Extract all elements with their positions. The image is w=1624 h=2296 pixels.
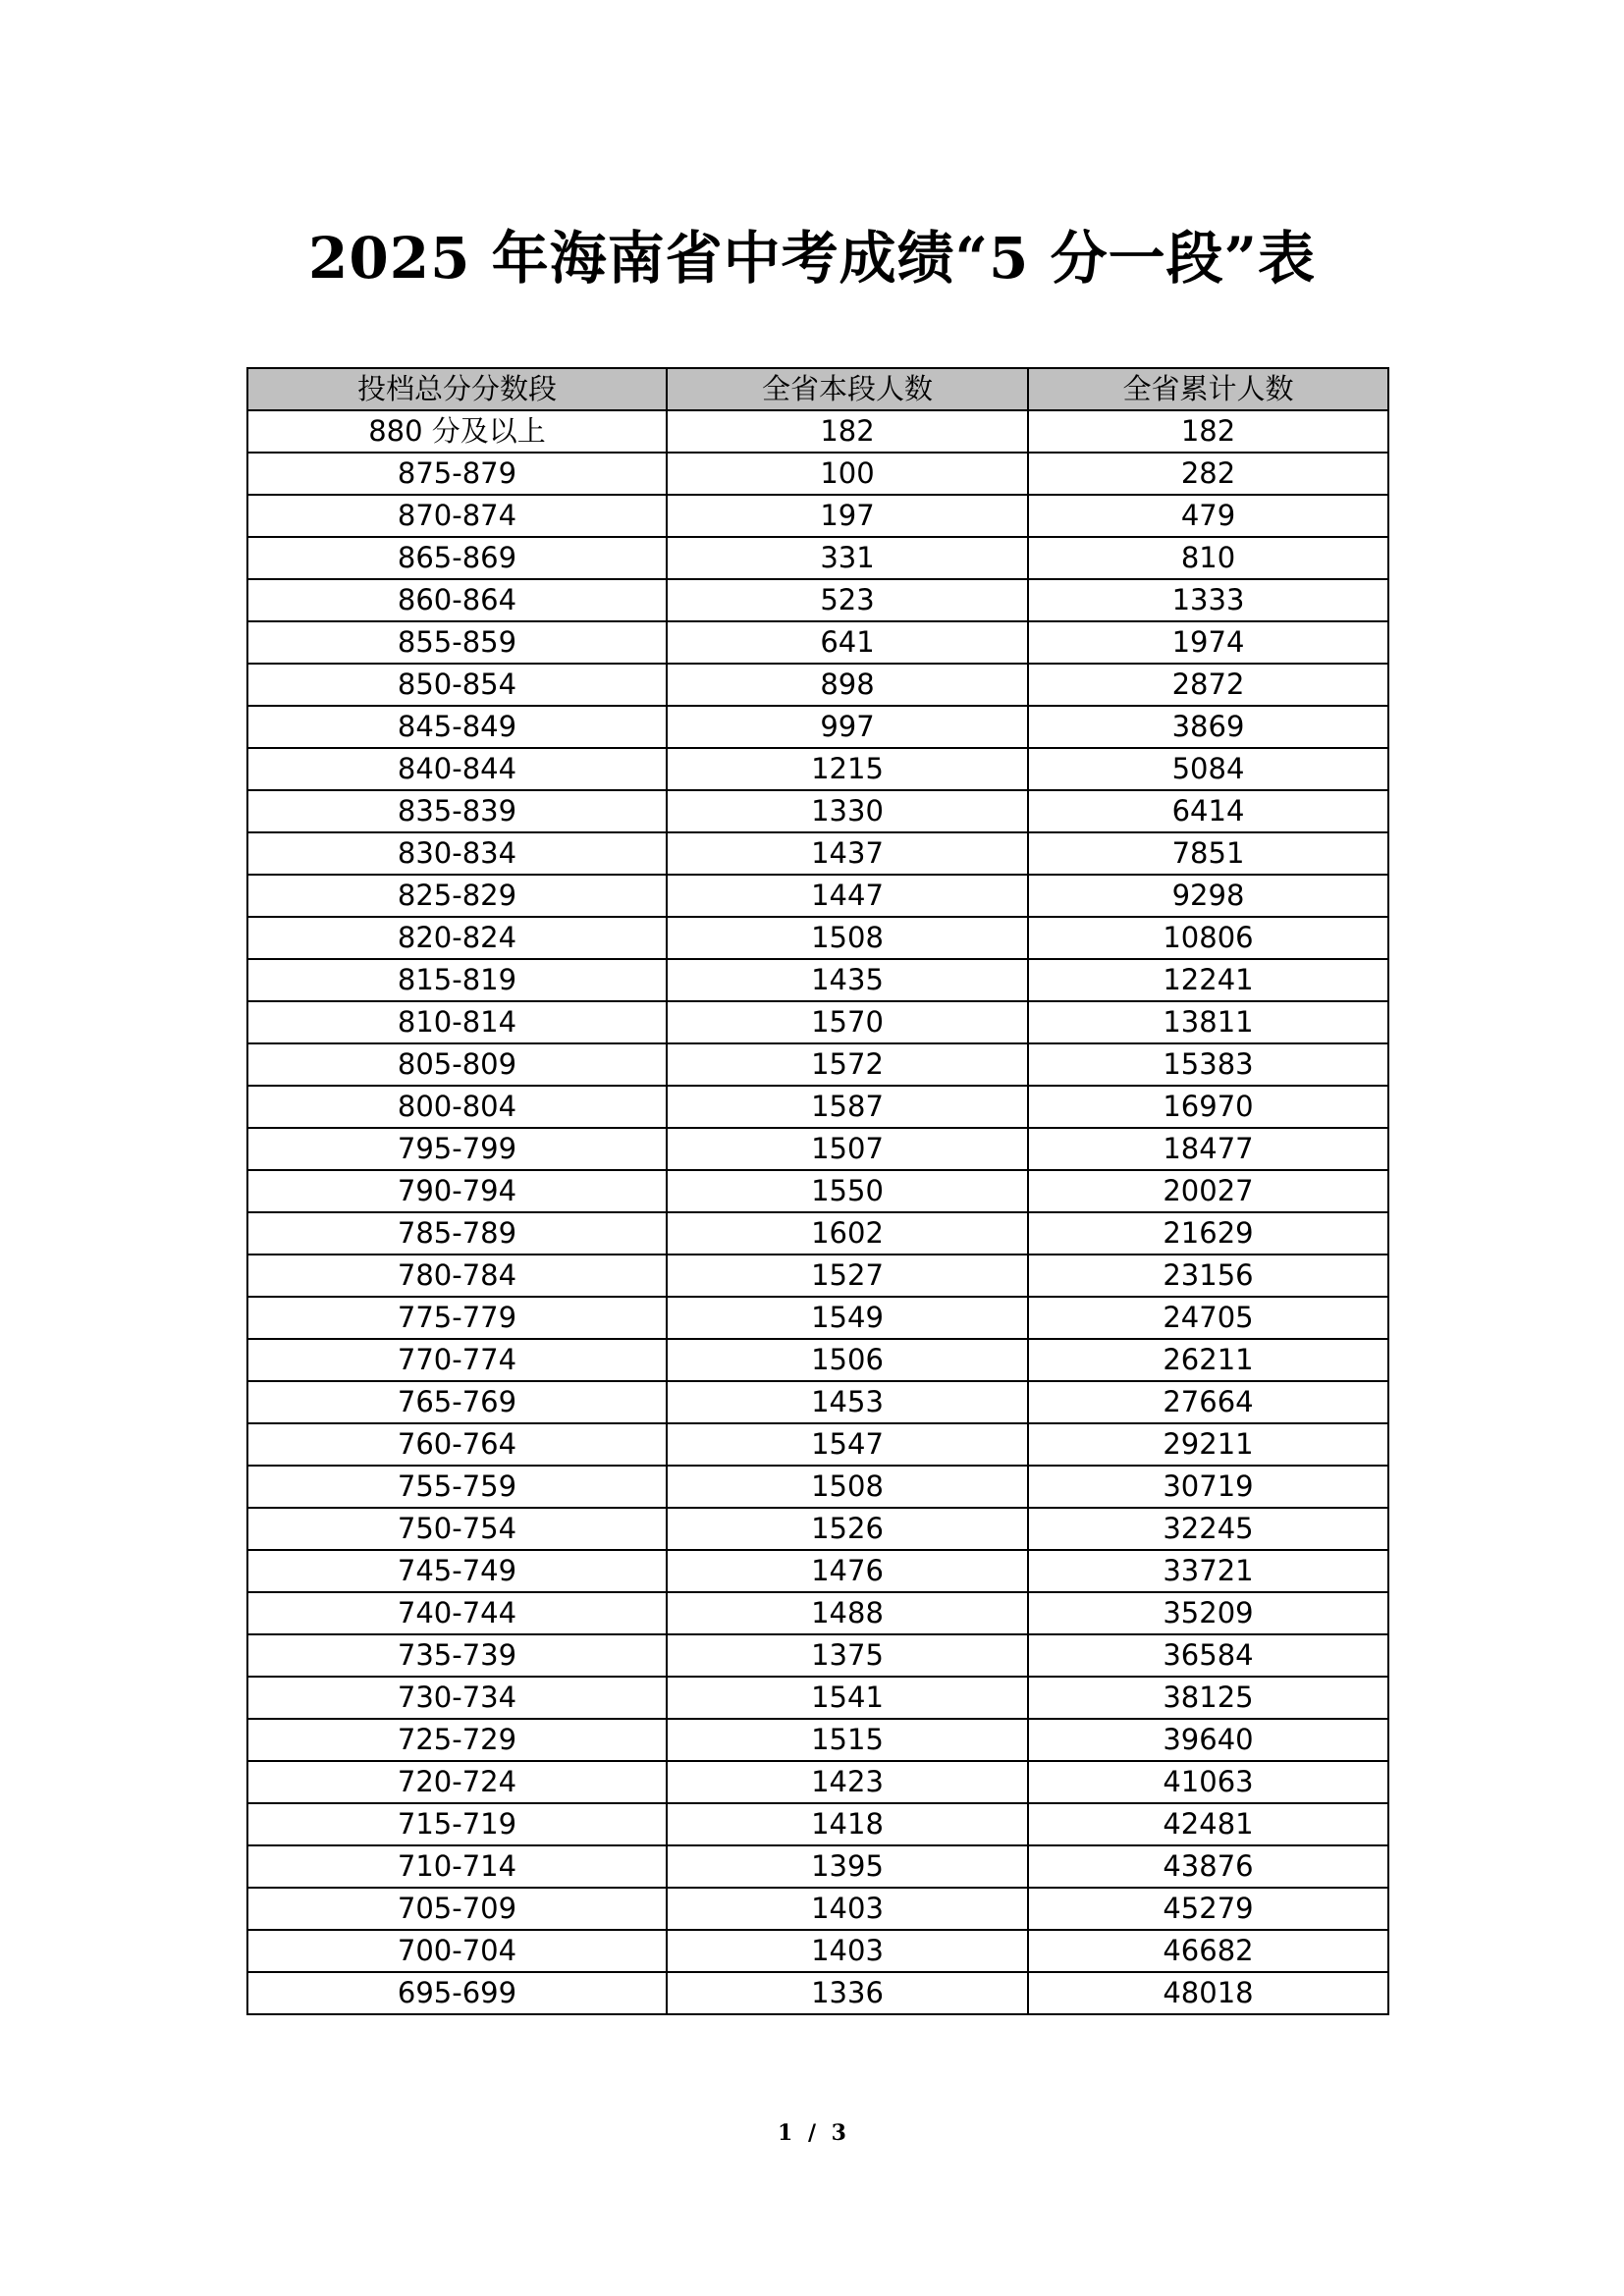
cell-score-range: 760-764	[247, 1423, 667, 1466]
table-row	[247, 1255, 1388, 1297]
table-row	[247, 1339, 1388, 1381]
cell-segment-count: 1549	[667, 1297, 1028, 1339]
cell-cumulative-count: 6414	[1028, 790, 1388, 832]
page-title: 2025 年海南省中考成绩“5 分一段”表	[308, 225, 1316, 292]
cell-score-range: 740-744	[247, 1592, 667, 1634]
cell-segment-count: 1515	[667, 1719, 1028, 1761]
cell-segment-count: 1572	[667, 1043, 1028, 1086]
table-row	[247, 1508, 1388, 1550]
cell-cumulative-count: 13811	[1028, 1001, 1388, 1043]
cell-segment-count: 1330	[667, 790, 1028, 832]
table-row	[247, 1086, 1388, 1128]
table-row	[247, 917, 1388, 959]
cell-segment-count: 1403	[667, 1888, 1028, 1930]
cell-cumulative-count: 26211	[1028, 1339, 1388, 1381]
cell-segment-count: 1526	[667, 1508, 1028, 1550]
cell-segment-count: 1453	[667, 1381, 1028, 1423]
table-row	[247, 875, 1388, 917]
cell-score-range: 830-834	[247, 832, 667, 875]
table-row	[247, 832, 1388, 875]
table-row	[247, 410, 1388, 453]
cell-score-range: 745-749	[247, 1550, 667, 1592]
cell-segment-count: 997	[667, 706, 1028, 748]
cell-segment-count: 1476	[667, 1550, 1028, 1592]
table-row	[247, 1170, 1388, 1212]
table-row	[247, 537, 1388, 579]
cell-score-range: 700-704	[247, 1930, 667, 1972]
cell-score-range: 850-854	[247, 664, 667, 706]
cell-score-range: 820-824	[247, 917, 667, 959]
cell-segment-count: 1488	[667, 1592, 1028, 1634]
cell-cumulative-count: 24705	[1028, 1297, 1388, 1339]
cell-segment-count: 1508	[667, 1466, 1028, 1508]
cell-score-range: 710-714	[247, 1845, 667, 1888]
table-row	[247, 1930, 1388, 1972]
cell-segment-count: 641	[667, 621, 1028, 664]
cell-cumulative-count: 18477	[1028, 1128, 1388, 1170]
cell-cumulative-count: 2872	[1028, 664, 1388, 706]
table-row	[247, 959, 1388, 1001]
cell-cumulative-count: 30719	[1028, 1466, 1388, 1508]
table-row	[247, 790, 1388, 832]
cell-segment-count: 1507	[667, 1128, 1028, 1170]
cell-score-range: 765-769	[247, 1381, 667, 1423]
cell-cumulative-count: 7851	[1028, 832, 1388, 875]
cell-score-range: 705-709	[247, 1888, 667, 1930]
cell-cumulative-count: 9298	[1028, 875, 1388, 917]
page-number: 1 / 3	[778, 2120, 846, 2146]
table-row	[247, 1845, 1388, 1888]
cell-segment-count: 1403	[667, 1930, 1028, 1972]
cell-segment-count: 1215	[667, 748, 1028, 790]
cell-score-range: 835-839	[247, 790, 667, 832]
cell-cumulative-count: 43876	[1028, 1845, 1388, 1888]
table-row	[247, 453, 1388, 495]
cell-cumulative-count: 479	[1028, 495, 1388, 537]
cell-segment-count: 1508	[667, 917, 1028, 959]
score-distribution-table	[246, 367, 1389, 2015]
cell-score-range: 865-869	[247, 537, 667, 579]
cell-score-range: 855-859	[247, 621, 667, 664]
table-row	[247, 1212, 1388, 1255]
cell-segment-count: 1336	[667, 1972, 1028, 2014]
table-row	[247, 1001, 1388, 1043]
table-row	[247, 1423, 1388, 1466]
cell-segment-count: 1527	[667, 1255, 1028, 1297]
cell-score-range: 770-774	[247, 1339, 667, 1381]
header-segment-count: 全省本段人数	[667, 368, 1028, 410]
cell-score-range: 735-739	[247, 1634, 667, 1677]
cell-segment-count: 100	[667, 453, 1028, 495]
cell-segment-count: 1437	[667, 832, 1028, 875]
cell-segment-count: 1602	[667, 1212, 1028, 1255]
cell-segment-count: 1418	[667, 1803, 1028, 1845]
cell-score-range: 795-799	[247, 1128, 667, 1170]
cell-score-range: 860-864	[247, 579, 667, 621]
table-row	[247, 1719, 1388, 1761]
table-row	[247, 1297, 1388, 1339]
cell-cumulative-count: 16970	[1028, 1086, 1388, 1128]
cell-segment-count: 523	[667, 579, 1028, 621]
table-row	[247, 1972, 1388, 2014]
cell-segment-count: 1423	[667, 1761, 1028, 1803]
cell-cumulative-count: 39640	[1028, 1719, 1388, 1761]
cell-score-range: 840-844	[247, 748, 667, 790]
cell-cumulative-count: 1974	[1028, 621, 1388, 664]
cell-cumulative-count: 12241	[1028, 959, 1388, 1001]
cell-segment-count: 182	[667, 410, 1028, 453]
table-row	[247, 1761, 1388, 1803]
cell-score-range: 785-789	[247, 1212, 667, 1255]
table-row	[247, 1888, 1388, 1930]
table-row	[247, 621, 1388, 664]
cell-cumulative-count: 182	[1028, 410, 1388, 453]
cell-cumulative-count: 33721	[1028, 1550, 1388, 1592]
cell-cumulative-count: 42481	[1028, 1803, 1388, 1845]
cell-cumulative-count: 35209	[1028, 1592, 1388, 1634]
header-cumulative-count: 全省累计人数	[1028, 368, 1388, 410]
cell-segment-count: 898	[667, 664, 1028, 706]
cell-segment-count: 1435	[667, 959, 1028, 1001]
cell-segment-count: 1587	[667, 1086, 1028, 1128]
cell-score-range: 875-879	[247, 453, 667, 495]
table-row	[247, 1128, 1388, 1170]
cell-segment-count: 1550	[667, 1170, 1028, 1212]
cell-cumulative-count: 36584	[1028, 1634, 1388, 1677]
table-row	[247, 1634, 1388, 1677]
cell-score-range: 720-724	[247, 1761, 667, 1803]
cell-cumulative-count: 3869	[1028, 706, 1388, 748]
cell-cumulative-count: 1333	[1028, 579, 1388, 621]
table-row	[247, 1803, 1388, 1845]
cell-segment-count: 1506	[667, 1339, 1028, 1381]
cell-segment-count: 1541	[667, 1677, 1028, 1719]
cell-cumulative-count: 48018	[1028, 1972, 1388, 2014]
cell-score-range: 695-699	[247, 1972, 667, 2014]
cell-cumulative-count: 5084	[1028, 748, 1388, 790]
cell-score-range: 775-779	[247, 1297, 667, 1339]
cell-segment-count: 1375	[667, 1634, 1028, 1677]
table-row	[247, 1043, 1388, 1086]
cell-score-range: 730-734	[247, 1677, 667, 1719]
table-row	[247, 706, 1388, 748]
cell-score-range: 755-759	[247, 1466, 667, 1508]
header-row	[247, 368, 1388, 410]
table-row	[247, 1550, 1388, 1592]
cell-score-range: 780-784	[247, 1255, 667, 1297]
table-row	[247, 664, 1388, 706]
cell-cumulative-count: 15383	[1028, 1043, 1388, 1086]
table-row	[247, 1677, 1388, 1719]
cell-score-range: 805-809	[247, 1043, 667, 1086]
cell-cumulative-count: 41063	[1028, 1761, 1388, 1803]
header-score-range: 投档总分分数段	[247, 368, 667, 410]
cell-score-range: 725-729	[247, 1719, 667, 1761]
table-row	[247, 1381, 1388, 1423]
cell-cumulative-count: 20027	[1028, 1170, 1388, 1212]
cell-segment-count: 197	[667, 495, 1028, 537]
cell-cumulative-count: 23156	[1028, 1255, 1388, 1297]
cell-cumulative-count: 282	[1028, 453, 1388, 495]
table-row	[247, 1592, 1388, 1634]
table-row	[247, 748, 1388, 790]
cell-score-range: 810-814	[247, 1001, 667, 1043]
cell-score-range: 845-849	[247, 706, 667, 748]
cell-cumulative-count: 21629	[1028, 1212, 1388, 1255]
table-body	[247, 410, 1388, 2014]
cell-cumulative-count: 32245	[1028, 1508, 1388, 1550]
cell-cumulative-count: 10806	[1028, 917, 1388, 959]
table-row	[247, 495, 1388, 537]
table-row	[247, 579, 1388, 621]
cell-cumulative-count: 29211	[1028, 1423, 1388, 1466]
cell-cumulative-count: 46682	[1028, 1930, 1388, 1972]
cell-score-range: 880 分及以上	[247, 410, 667, 453]
cell-score-range: 815-819	[247, 959, 667, 1001]
cell-score-range: 790-794	[247, 1170, 667, 1212]
cell-score-range: 750-754	[247, 1508, 667, 1550]
table-header	[247, 368, 1388, 410]
cell-cumulative-count: 38125	[1028, 1677, 1388, 1719]
cell-score-range: 715-719	[247, 1803, 667, 1845]
cell-cumulative-count: 45279	[1028, 1888, 1388, 1930]
cell-segment-count: 1395	[667, 1845, 1028, 1888]
cell-segment-count: 1447	[667, 875, 1028, 917]
cell-score-range: 800-804	[247, 1086, 667, 1128]
cell-score-range: 825-829	[247, 875, 667, 917]
cell-segment-count: 1547	[667, 1423, 1028, 1466]
cell-score-range: 870-874	[247, 495, 667, 537]
cell-segment-count: 1570	[667, 1001, 1028, 1043]
table-row	[247, 1466, 1388, 1508]
cell-cumulative-count: 810	[1028, 537, 1388, 579]
cell-segment-count: 331	[667, 537, 1028, 579]
cell-cumulative-count: 27664	[1028, 1381, 1388, 1423]
